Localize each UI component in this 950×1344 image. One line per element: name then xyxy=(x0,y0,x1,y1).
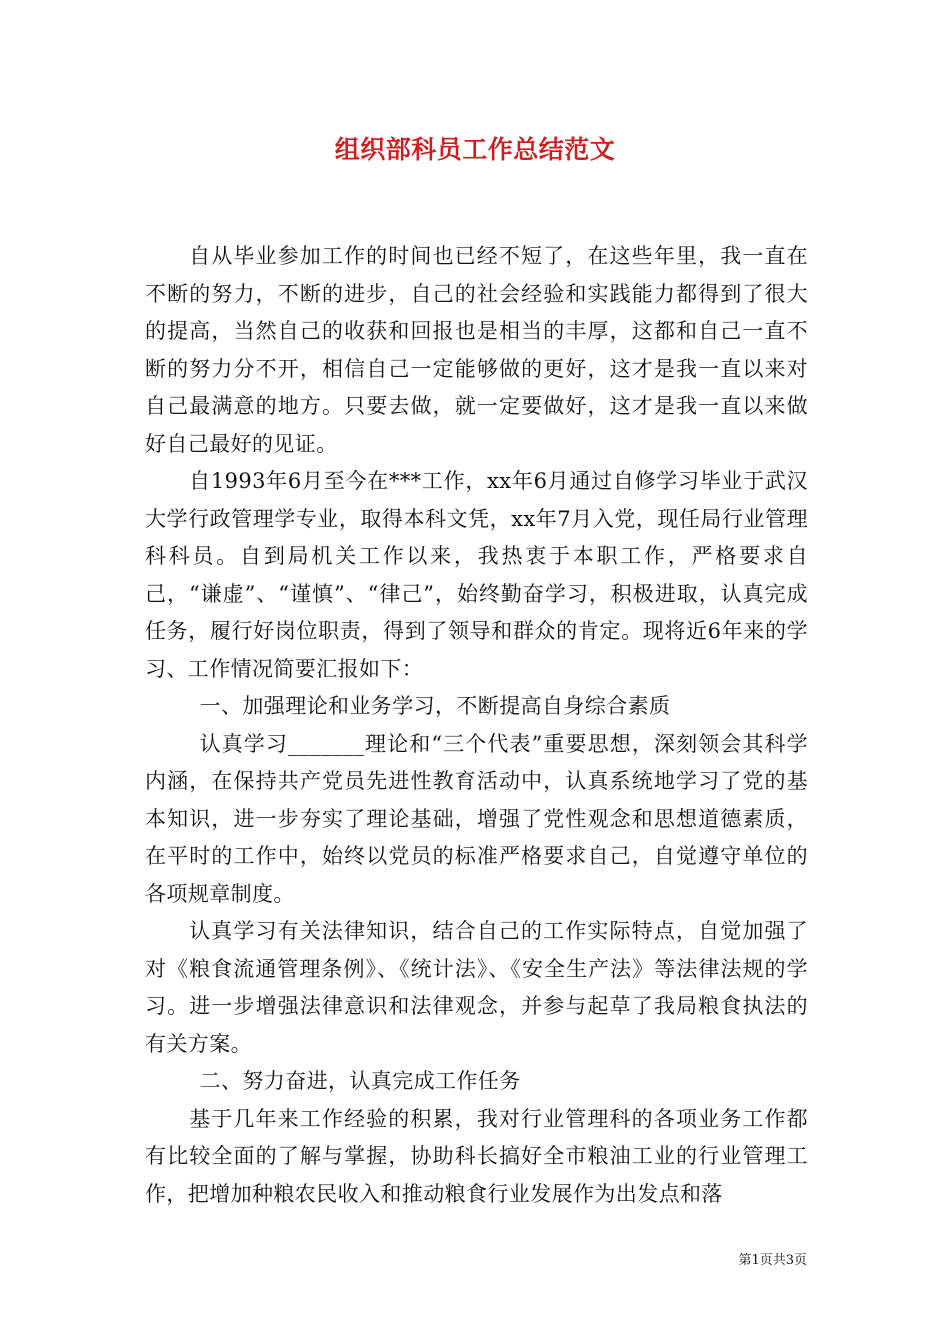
page-number: 第1页共3页 xyxy=(738,1253,807,1268)
document-body xyxy=(145,238,808,1213)
paragraph-intro: 自从毕业参加工作的时间也已经不短了，在这些年里，我一直在不断的努力，不断的进步，自己的社会经验和实践能力都得到了很大的提高，当然自己的收获和回报也是相当的丰厚，这都和自己一直不断的努力分不开，相信自己一定能够做的更好，这才是我一直以来对自己最满意的地方。只要去做，就一定要做好，这才是我一直以来做好自己最好的见证。 xyxy=(145,244,808,456)
paragraph-law-study: 认真学习有关法律知识，结合自己的工作实际特点，自觉加强了对《粮食流通管理条例》、《统计法》、《安全生产法》等法律法规的学习。进一步增强法律意识和法律观念，并参与起草了我局粮食执法的有关方案。 xyxy=(145,919,808,1056)
paragraph-work-tasks: 基于几年来工作经验的积累，我对行业管理科的各项业务工作都有比较全面的了解与掌握，协助科长搞好全市粮油工业的行业管理工作，把增加种粮农民收入和推动粮食行业发展作为出发点和落 xyxy=(145,1106,808,1206)
paragraph-theory-study: 认真学习_______理论和“三个代表”重要思想，深刻领会其科学内涵，在保持共产党员先进性教育活动中，认真系统地学习了党的基本知识，进一步夯实了理论基础，增强了党性观念和思想道德素质，在平时的工作中，始终以党员的标准严格要求自己，自觉遵守单位的各项规章制度。 xyxy=(145,731,808,906)
section-heading-1: 一、加强理论和业务学习，不断提高自身综合素质 xyxy=(199,694,671,718)
section-heading-2: 二、努力奋进，认真完成工作任务 xyxy=(199,1069,521,1093)
paragraph-background: 自1993年6月至今在***工作，xx年6月通过自修学习毕业于武汉大学行政管理学专业，取得本科文凭，xx年7月入党，现任局行业管理科科员。自到局机关工作以来，我热衷于本职工作，严格要求自己，“谦虚”、“谨慎”、“律己”，始终勤奋学习，积极进取，认真完成任务，履行好岗位职责，得到了领导和群众的肯定。现将近6年来的学习、工作情况简要汇报如下： xyxy=(145,469,808,681)
document-title: 组织部科员工作总结范文 xyxy=(334,135,616,164)
